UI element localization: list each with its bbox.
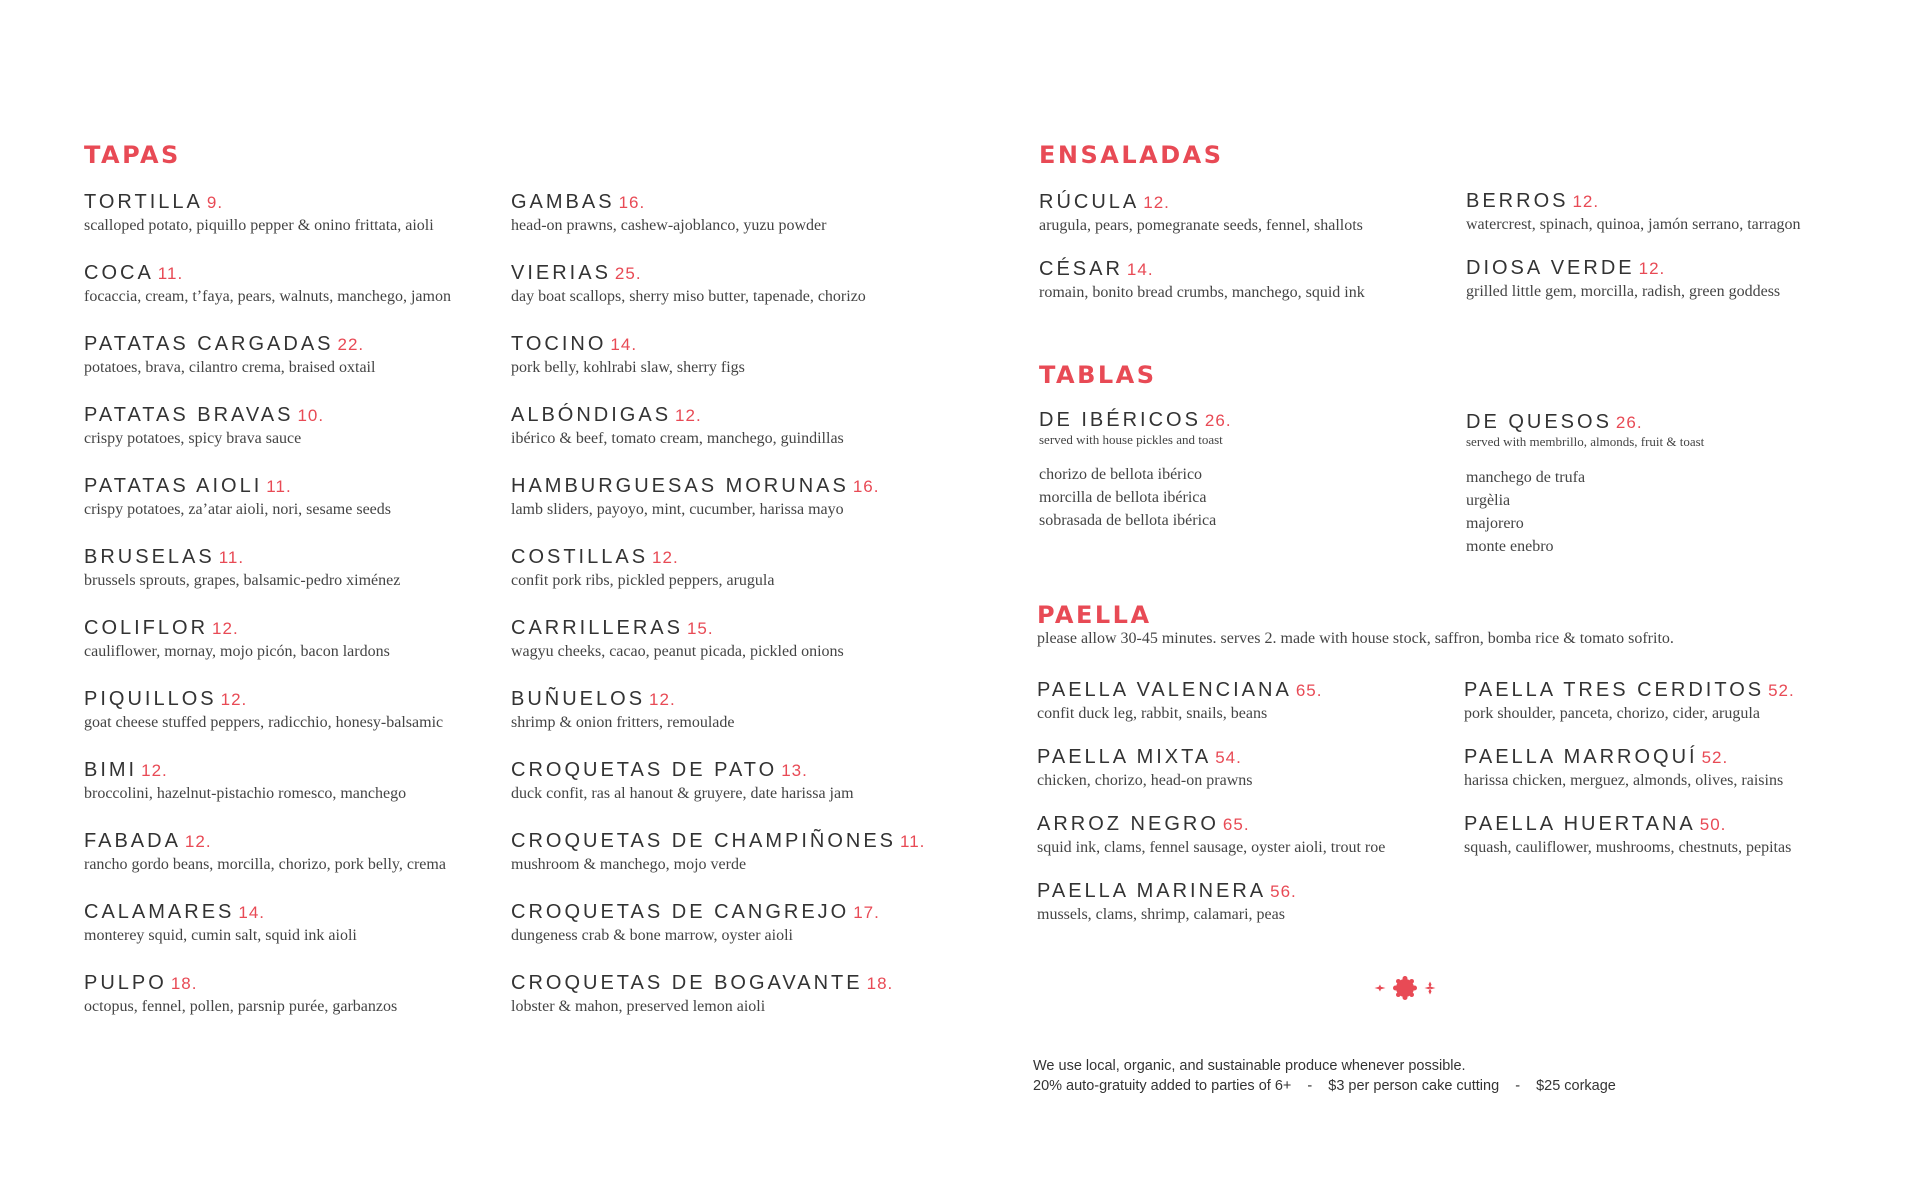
menu-item xyxy=(84,403,324,449)
menu-item xyxy=(511,687,735,733)
list-item: sobrasada de bellota ibérica xyxy=(1039,512,1217,529)
item-description: squash, cauliflower, mushrooms, chestnuts, pepitas xyxy=(1464,839,1792,856)
item-heading xyxy=(84,758,406,782)
item-name: PAELLA VALENCIANA xyxy=(1037,679,1292,701)
menu-item xyxy=(511,829,925,875)
menu-item xyxy=(511,900,880,946)
item-name: HAMBURGUESAS MORUNAS xyxy=(511,475,849,497)
item-heading xyxy=(84,687,443,711)
item-name: PAELLA MARINERA xyxy=(1037,880,1267,902)
item-name: PATATAS CARGADAS xyxy=(84,333,334,355)
item-description: romain, bonito bread crumbs, manchego, squid ink xyxy=(1039,284,1365,301)
item-heading xyxy=(84,403,324,427)
item-price: 12. xyxy=(184,832,212,851)
item-description: lobster & mahon, preserved lemon aioli xyxy=(511,998,766,1015)
item-price: 18. xyxy=(866,974,894,993)
menu-item xyxy=(84,900,357,946)
item-heading xyxy=(511,758,854,782)
list-item: urgèlia xyxy=(1466,492,1511,509)
item-description: crispy potatoes, za’atar aioli, nori, sesame seeds xyxy=(84,501,391,518)
item-price: 65. xyxy=(1295,681,1323,700)
item-heading xyxy=(84,190,434,214)
item-name: ARROZ NEGRO xyxy=(1037,813,1219,835)
item-name: DE IBÉRICOS xyxy=(1039,409,1201,431)
item-heading xyxy=(511,261,866,285)
item-description: shrimp & onion fritters, remoulade xyxy=(511,714,735,731)
item-description: crispy potatoes, spicy brava sauce xyxy=(84,430,302,447)
item-name: TORTILLA xyxy=(84,191,203,213)
item-price: 12. xyxy=(212,619,239,638)
menu-item xyxy=(1464,678,1795,724)
tablas-title: TABLAS xyxy=(1039,361,1157,389)
item-description: wagyu cheeks, cacao, peanut picada, pickled onions xyxy=(511,643,844,660)
item-price: 65. xyxy=(1222,815,1250,834)
item-price: 52. xyxy=(1701,748,1729,767)
item-name: FABADA xyxy=(84,830,181,852)
item-price: 12. xyxy=(652,548,679,567)
item-price: 10. xyxy=(297,406,325,425)
item-name: COLIFLOR xyxy=(84,617,209,639)
item-name: GAMBAS xyxy=(511,191,615,213)
item-price: 25. xyxy=(614,264,642,283)
item-heading xyxy=(511,971,893,995)
item-name: PAELLA HUERTANA xyxy=(1464,813,1696,835)
item-price: 18. xyxy=(170,974,198,993)
menu-item xyxy=(511,616,844,662)
menu-item xyxy=(84,545,400,591)
menu-item xyxy=(511,403,844,449)
menu-item xyxy=(511,332,745,378)
menu-item xyxy=(1039,190,1363,236)
item-description: monterey squid, cumin salt, squid ink aioli xyxy=(84,927,357,944)
item-subtitle: served with membrillo, almonds, fruit & toast xyxy=(1466,434,1705,449)
item-name: PIQUILLOS xyxy=(84,688,217,710)
list-item: majorero xyxy=(1466,515,1524,532)
menu-item xyxy=(84,474,391,520)
item-price: 9. xyxy=(206,193,224,212)
item-heading xyxy=(511,900,880,924)
menu-item xyxy=(1464,745,1783,791)
item-heading xyxy=(84,261,451,285)
item-description: watercrest, spinach, quinoa, jamón serrano, tarragon xyxy=(1466,216,1801,233)
item-price: 12. xyxy=(1572,192,1600,211)
item-name: CROQUETAS DE CANGREJO xyxy=(511,901,850,923)
item-name: PAELLA MARROQUÍ xyxy=(1464,746,1698,768)
item-heading xyxy=(1464,812,1791,836)
item-description: potatoes, brava, cilantro crema, braised oxtail xyxy=(84,359,376,376)
menu-item xyxy=(1037,745,1252,791)
menu-item xyxy=(1037,812,1385,858)
menu-item xyxy=(511,474,879,520)
menu-item xyxy=(1037,879,1297,925)
item-name: BIMI xyxy=(84,759,138,781)
item-description: day boat scallops, sherry miso butter, tapenade, chorizo xyxy=(511,288,866,305)
item-name: CALAMARES xyxy=(84,901,235,923)
menu-item xyxy=(84,616,390,662)
separator: - xyxy=(1515,1078,1521,1094)
item-description: chicken, chorizo, head-on prawns xyxy=(1037,772,1253,789)
menu-item xyxy=(1039,257,1365,303)
item-heading xyxy=(84,545,400,569)
item-price: 22. xyxy=(337,335,365,354)
item-description: goat cheese stuffed peppers, radicchio, honesy-balsamic xyxy=(84,714,444,731)
item-price: 54. xyxy=(1215,748,1242,767)
item-name: DE QUESOS xyxy=(1466,411,1612,433)
gratuity-note: 20% auto-gratuity added to parties of 6+ xyxy=(1033,1078,1292,1094)
item-price: 14. xyxy=(610,335,638,354)
item-description: duck confit, ras al hanout & gruyere, date harissa jam xyxy=(511,785,854,802)
item-description: grilled little gem, morcilla, radish, green goddess xyxy=(1466,283,1781,300)
menu-item xyxy=(84,829,446,875)
tapas-title: TAPAS xyxy=(84,141,181,169)
item-price: 12. xyxy=(1638,259,1666,278)
menu-item xyxy=(511,758,854,804)
item-description: lamb sliders, payoyo, mint, cucumber, harissa mayo xyxy=(511,501,844,518)
menu-item xyxy=(84,190,434,236)
item-heading xyxy=(1039,190,1363,214)
item-name: DIOSA VERDE xyxy=(1466,257,1635,279)
menu-item xyxy=(511,190,826,236)
item-name: BERROS xyxy=(1466,190,1569,212)
item-name: PAELLA MIXTA xyxy=(1037,746,1212,768)
item-description: brussels sprouts, grapes, balsamic-pedro ximénez xyxy=(84,572,401,589)
item-price: 12. xyxy=(649,690,676,709)
item-price: 12. xyxy=(220,690,248,709)
menu-item xyxy=(1466,256,1780,302)
cake-cutting-note: $3 per person cake cutting xyxy=(1328,1078,1500,1094)
item-heading xyxy=(1037,879,1297,903)
item-heading xyxy=(1466,189,1801,213)
item-name: ALBÓNDIGAS xyxy=(511,404,672,426)
item-name: PULPO xyxy=(84,972,167,994)
quesos-list xyxy=(1466,466,1585,558)
item-name: RÚCULA xyxy=(1039,191,1140,213)
item-heading xyxy=(511,190,826,214)
item-description: mussels, clams, shrimp, calamari, peas xyxy=(1037,906,1285,923)
item-price: 15. xyxy=(686,619,714,638)
item-name: BUÑUELOS xyxy=(511,688,646,710)
item-description: rancho gordo beans, morcilla, chorizo, pork belly, crema xyxy=(84,856,446,873)
item-price: 26. xyxy=(1615,413,1643,432)
item-name: CROQUETAS DE CHAMPIÑONES xyxy=(511,830,896,852)
paella-title: PAELLA xyxy=(1037,601,1152,629)
item-price: 17. xyxy=(853,903,880,922)
footer-line-2 xyxy=(1033,1076,1616,1096)
item-name: COCA xyxy=(84,262,154,284)
list-item: morcilla de bellota ibérica xyxy=(1039,489,1207,506)
item-price: 26. xyxy=(1204,411,1232,430)
item-price: 16. xyxy=(852,477,880,496)
item-price: 50. xyxy=(1699,815,1727,834)
footer-line-1: We use local, organic, and sustainable produce whenever possible. xyxy=(1033,1058,1466,1074)
item-description: harissa chicken, merguez, almonds, olives, raisins xyxy=(1464,772,1784,789)
item-price: 11. xyxy=(157,264,184,283)
item-heading xyxy=(511,403,844,427)
item-price: 11. xyxy=(218,548,245,567)
item-description: focaccia, cream, t’faya, pears, walnuts, manchego, jamon xyxy=(84,288,451,305)
menu-item xyxy=(84,971,397,1017)
item-subtitle: served with house pickles and toast xyxy=(1039,432,1223,447)
item-price: 56. xyxy=(1270,882,1297,901)
item-name: BRUSELAS xyxy=(84,546,215,568)
item-description: scalloped potato, piquillo pepper & onino frittata, aioli xyxy=(84,217,434,234)
item-name: CARRILLERAS xyxy=(511,617,683,639)
item-description: ibérico & beef, tomato cream, manchego, guindillas xyxy=(511,430,844,447)
item-description: mushroom & manchego, mojo verde xyxy=(511,856,747,873)
item-name: CROQUETAS DE BOGAVANTE xyxy=(511,972,863,994)
item-price: 12. xyxy=(1143,193,1170,212)
menu-item xyxy=(84,332,375,378)
ensaladas-title: ENSALADAS xyxy=(1039,141,1224,169)
item-description: cauliflower, mornay, mojo picón, bacon lardons xyxy=(84,643,390,660)
menu-item xyxy=(84,687,443,733)
item-price: 52. xyxy=(1768,681,1795,700)
tabla-quesos xyxy=(1466,410,1704,450)
item-heading xyxy=(1466,256,1780,280)
menu-item xyxy=(84,261,451,307)
item-description: pork belly, kohlrabi slaw, sherry figs xyxy=(511,359,745,376)
item-name: PATATAS AIOLI xyxy=(84,475,263,497)
item-description: pork shoulder, panceta, chorizo, cider, arugula xyxy=(1464,705,1760,722)
item-heading xyxy=(84,971,397,995)
item-heading xyxy=(84,474,391,498)
menu-item xyxy=(1037,678,1322,724)
item-heading xyxy=(84,900,357,924)
item-name: TOCINO xyxy=(511,333,607,355)
item-price: 14. xyxy=(1126,260,1154,279)
item-description: octopus, fennel, pollen, parsnip purée, garbanzos xyxy=(84,998,398,1015)
item-heading xyxy=(1464,678,1795,702)
tabla-ibericos xyxy=(1039,408,1232,448)
item-description: arugula, pears, pomegranate seeds, fennel, shallots xyxy=(1039,217,1363,234)
item-price: 12. xyxy=(141,761,168,780)
item-description: confit duck leg, rabbit, snails, beans xyxy=(1037,705,1268,722)
item-price: 11. xyxy=(266,477,292,496)
item-heading xyxy=(511,687,735,711)
menu-item xyxy=(84,758,406,804)
item-heading xyxy=(511,616,844,640)
item-name: CROQUETAS DE PATO xyxy=(511,759,778,781)
item-price: 16. xyxy=(618,193,646,212)
item-heading xyxy=(511,474,879,498)
menu-item xyxy=(1464,812,1791,858)
item-heading xyxy=(1039,257,1365,281)
footer xyxy=(1033,1056,1616,1096)
ibericos-list xyxy=(1039,463,1216,532)
item-name: PAELLA TRES CERDITOS xyxy=(1464,679,1765,701)
separator: - xyxy=(1307,1078,1313,1094)
item-name: CÉSAR xyxy=(1039,258,1123,280)
list-item: chorizo de bellota ibérico xyxy=(1039,466,1203,483)
item-price: 14. xyxy=(238,903,266,922)
item-name: PATATAS BRAVAS xyxy=(84,404,294,426)
corkage-note: $25 corkage xyxy=(1536,1078,1616,1094)
item-heading xyxy=(1037,812,1385,836)
item-price: 13. xyxy=(781,761,808,780)
item-heading xyxy=(511,829,925,853)
item-price: 11. xyxy=(900,832,926,851)
item-price: 12. xyxy=(675,406,702,425)
menu-item xyxy=(511,971,893,1017)
item-heading xyxy=(1037,745,1252,769)
item-name: COSTILLAS xyxy=(511,546,649,568)
item-description: broccolini, hazelnut-pistachio romesco, manchego xyxy=(84,785,407,802)
item-description: head-on prawns, cashew-ajoblanco, yuzu powder xyxy=(511,217,827,234)
item-heading xyxy=(84,332,375,356)
item-description: dungeness crab & bone marrow, oyster aioli xyxy=(511,927,793,944)
item-heading xyxy=(1464,745,1783,769)
item-heading xyxy=(1037,678,1322,702)
menu-item xyxy=(511,545,774,591)
item-description: squid ink, clams, fennel sausage, oyster aioli, trout roe xyxy=(1037,839,1386,856)
menu-item xyxy=(1466,189,1801,235)
item-heading xyxy=(84,829,446,853)
item-heading xyxy=(84,616,390,640)
item-name: VIERIAS xyxy=(511,262,611,284)
item-description: confit pork ribs, pickled peppers, arugula xyxy=(511,572,775,589)
menu-item xyxy=(511,261,866,307)
item-heading xyxy=(511,545,774,569)
ornament-icon xyxy=(1370,974,1440,1002)
item-heading xyxy=(511,332,745,356)
list-item: manchego de trufa xyxy=(1466,469,1586,486)
paella-note: please allow 30-45 minutes. serves 2. made with house stock, saffron, bomba rice & tomato sofrito. xyxy=(1037,630,1674,647)
list-item: monte enebro xyxy=(1466,538,1554,555)
